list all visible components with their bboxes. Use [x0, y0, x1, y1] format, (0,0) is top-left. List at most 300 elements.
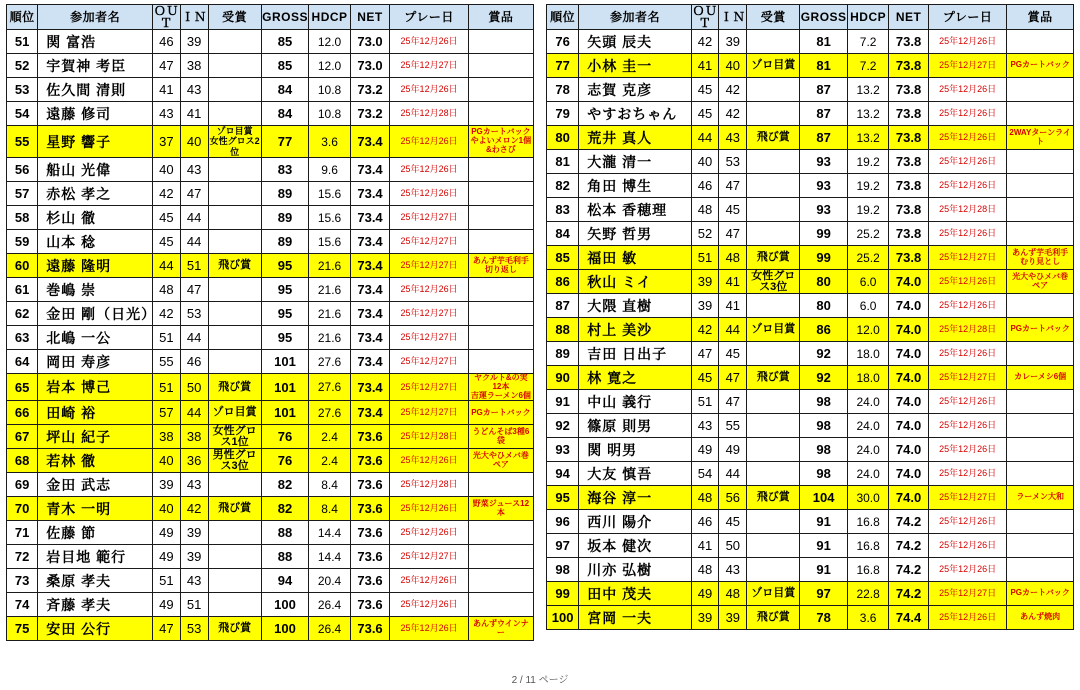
page-footer: 2 / 11 ページ: [511, 675, 569, 686]
cell-gross: 95: [261, 326, 309, 350]
cell-net: 74.0: [889, 486, 929, 510]
cell-hdcp: 3.6: [309, 126, 350, 158]
cell-in: 43: [719, 558, 747, 582]
cell-gross: 81: [800, 30, 848, 54]
header-in: ＩＮ: [180, 5, 208, 30]
cell-name: 坂本 健次: [579, 534, 691, 558]
cell-rank: 70: [7, 497, 38, 521]
cell-date: 25年12月26日: [928, 510, 1006, 534]
cell-hdcp: 16.8: [848, 558, 889, 582]
cell-rank: 59: [7, 230, 38, 254]
cell-out: 48: [691, 198, 719, 222]
cell-in: 38: [180, 54, 208, 78]
cell-gross: 98: [800, 390, 848, 414]
cell-prize: ラーメン大和: [1007, 486, 1074, 510]
table-row: [547, 366, 1074, 390]
table-row: [7, 545, 534, 569]
cell-name: 角田 博生: [579, 174, 691, 198]
cell-rank: 81: [547, 150, 579, 174]
cell-out: 39: [152, 473, 180, 497]
cell-rank: 76: [547, 30, 579, 54]
cell-net: 73.8: [889, 54, 929, 78]
cell-gross: 91: [800, 558, 848, 582]
cell-out: 51: [152, 374, 180, 401]
cell-date: 25年12月26日: [928, 342, 1006, 366]
cell-in: 36: [180, 449, 208, 473]
cell-gross: 87: [800, 126, 848, 150]
cell-hdcp: 8.4: [309, 473, 350, 497]
cell-award: [208, 521, 261, 545]
cell-date: 25年12月27日: [390, 401, 468, 425]
cell-net: 73.8: [889, 246, 929, 270]
cell-net: 73.8: [889, 222, 929, 246]
cell-gross: 89: [261, 182, 309, 206]
cell-prize: 光大やひメバ巻ペア: [1007, 270, 1074, 294]
cell-in: 47: [719, 390, 747, 414]
cell-hdcp: 20.4: [309, 569, 350, 593]
cell-rank: 79: [547, 102, 579, 126]
table-body-right: [547, 30, 1074, 630]
cell-in: 45: [719, 198, 747, 222]
header-out: ＯＵＴ: [153, 4, 179, 30]
cell-award: [208, 102, 261, 126]
cell-name: 矢頭 辰夫: [579, 30, 691, 54]
cell-net: 73.4: [350, 350, 390, 374]
cell-name: 矢野 哲男: [579, 222, 691, 246]
cell-hdcp: 12.0: [848, 318, 889, 342]
cell-out: 54: [691, 462, 719, 486]
cell-out: 45: [152, 206, 180, 230]
cell-prize: [1007, 30, 1074, 54]
cell-in: 49: [719, 438, 747, 462]
cell-name: 遠藤 修司: [38, 102, 153, 126]
table-row: [7, 206, 534, 230]
cell-award: 飛び賞: [747, 126, 800, 150]
cell-hdcp: 26.4: [309, 617, 350, 641]
cell-award: [747, 534, 800, 558]
cell-hdcp: 7.2: [848, 54, 889, 78]
cell-gross: 98: [800, 414, 848, 438]
cell-net: 74.0: [889, 390, 929, 414]
cell-prize: PGカートバック: [1007, 54, 1074, 78]
cell-date: 25年12月27日: [928, 582, 1006, 606]
cell-rank: 54: [7, 102, 38, 126]
cell-prize: [1007, 510, 1074, 534]
cell-out: 40: [152, 158, 180, 182]
cell-award: 飛び賞: [208, 497, 261, 521]
cell-hdcp: 12.0: [309, 54, 350, 78]
cell-award: [208, 326, 261, 350]
cell-prize: ヤクルト&の実12本 吉運ラーメン6個: [468, 374, 533, 401]
cell-award: [208, 182, 261, 206]
cell-name: 大隈 直樹: [579, 294, 691, 318]
cell-rank: 65: [7, 374, 38, 401]
header-hdcp: HDCP: [848, 5, 889, 30]
cell-net: 73.4: [350, 126, 390, 158]
cell-in: 48: [719, 246, 747, 270]
table-row: [7, 54, 534, 78]
cell-award: [208, 230, 261, 254]
cell-prize: [1007, 78, 1074, 102]
cell-rank: 83: [547, 198, 579, 222]
cell-prize: [1007, 390, 1074, 414]
cell-date: 25年12月26日: [390, 78, 468, 102]
cell-date: 25年12月27日: [390, 350, 468, 374]
cell-net: 73.8: [889, 102, 929, 126]
cell-prize: 光大やひメバ巻ペア: [468, 449, 533, 473]
table-row: [547, 78, 1074, 102]
cell-out: 45: [152, 230, 180, 254]
cell-hdcp: 19.2: [848, 150, 889, 174]
cell-net: 73.6: [350, 449, 390, 473]
cell-prize: あんず芋毛利手 切り返し: [468, 254, 533, 278]
cell-out: 48: [152, 278, 180, 302]
cell-prize: [468, 545, 533, 569]
cell-date: 25年12月26日: [390, 569, 468, 593]
cell-date: 25年12月27日: [390, 206, 468, 230]
table-row: [7, 30, 534, 54]
cell-date: 25年12月26日: [390, 158, 468, 182]
cell-prize: [468, 350, 533, 374]
cell-out: 40: [691, 150, 719, 174]
cell-hdcp: 30.0: [848, 486, 889, 510]
cell-rank: 100: [547, 606, 579, 630]
cell-award: ゾロ目賞 女性グロス2位: [209, 126, 260, 157]
cell-hdcp: 25.2: [848, 246, 889, 270]
cell-gross: 85: [261, 30, 309, 54]
cell-hdcp: 14.4: [309, 545, 350, 569]
cell-hdcp: 13.2: [848, 78, 889, 102]
cell-award: [208, 206, 261, 230]
cell-name: 志賀 克彦: [579, 78, 691, 102]
cell-in: 45: [719, 342, 747, 366]
header-net: NET: [350, 5, 390, 30]
cell-name: 松本 香穂理: [579, 198, 691, 222]
cell-name: 安田 公行: [38, 617, 153, 641]
cell-gross: 95: [261, 278, 309, 302]
cell-out: 41: [152, 78, 180, 102]
cell-net: 73.8: [889, 30, 929, 54]
cell-net: 74.0: [889, 318, 929, 342]
cell-award: [208, 473, 261, 497]
cell-rank: 57: [7, 182, 38, 206]
cell-rank: 61: [7, 278, 38, 302]
header-prize: 賞品: [1007, 5, 1074, 30]
cell-rank: 95: [547, 486, 579, 510]
cell-hdcp: 10.8: [309, 102, 350, 126]
cell-prize: [1007, 294, 1074, 318]
cell-gross: 92: [800, 342, 848, 366]
results-table-left: [6, 4, 534, 641]
cell-award: [208, 569, 261, 593]
cell-hdcp: 8.4: [309, 497, 350, 521]
cell-date: 25年12月26日: [390, 182, 468, 206]
cell-rank: 96: [547, 510, 579, 534]
cell-rank: 84: [547, 222, 579, 246]
cell-in: 47: [719, 222, 747, 246]
cell-rank: 73: [7, 569, 38, 593]
cell-date: 25年12月26日: [928, 150, 1006, 174]
cell-rank: 62: [7, 302, 38, 326]
cell-hdcp: 10.8: [309, 78, 350, 102]
cell-out: 46: [152, 30, 180, 54]
table-row: [7, 102, 534, 126]
cell-gross: 82: [261, 473, 309, 497]
header-out: ＯＵＴ: [692, 4, 718, 30]
cell-in: 46: [180, 350, 208, 374]
cell-prize: [468, 593, 533, 617]
cell-date: 25年12月26日: [928, 102, 1006, 126]
cell-out: 44: [691, 126, 719, 150]
cell-award: [747, 414, 800, 438]
cell-in: 50: [180, 374, 208, 401]
cell-out: 45: [691, 78, 719, 102]
cell-hdcp: 16.8: [848, 510, 889, 534]
cell-gross: 84: [261, 102, 309, 126]
cell-hdcp: 21.6: [309, 278, 350, 302]
cell-date: 25年12月27日: [928, 54, 1006, 78]
cell-net: 73.4: [350, 206, 390, 230]
cell-rank: 58: [7, 206, 38, 230]
cell-net: 73.6: [350, 545, 390, 569]
cell-date: 25年12月26日: [928, 270, 1006, 294]
cell-hdcp: 2.4: [309, 449, 350, 473]
cell-date: 25年12月26日: [928, 222, 1006, 246]
cell-hdcp: 19.2: [848, 198, 889, 222]
tables-container: [6, 4, 1074, 641]
table-row: [547, 414, 1074, 438]
header-date: プレー日: [390, 5, 468, 30]
cell-out: 43: [691, 414, 719, 438]
cell-rank: 89: [547, 342, 579, 366]
table-row: [7, 521, 534, 545]
cell-prize: PGカートバック やよいメロン1個&わさび: [468, 126, 533, 158]
cell-award: 女性グロス1位: [208, 425, 261, 449]
cell-hdcp: 13.2: [848, 126, 889, 150]
cell-name: やすおちゃん: [579, 102, 691, 126]
cell-prize: [468, 473, 533, 497]
cell-name: 星野 響子: [38, 126, 153, 158]
cell-in: 38: [180, 425, 208, 449]
table-row: [547, 294, 1074, 318]
cell-prize: [468, 278, 533, 302]
cell-name: 杉山 徹: [38, 206, 153, 230]
cell-net: 74.0: [889, 366, 929, 390]
table-row: [547, 510, 1074, 534]
cell-prize: [468, 521, 533, 545]
cell-out: 42: [152, 182, 180, 206]
cell-in: 39: [180, 545, 208, 569]
cell-name: 大瀧 清一: [579, 150, 691, 174]
cell-rank: 91: [547, 390, 579, 414]
cell-gross: 83: [261, 158, 309, 182]
cell-gross: 92: [800, 366, 848, 390]
cell-net: 74.2: [889, 534, 929, 558]
cell-net: 74.4: [889, 606, 929, 630]
cell-prize: [1007, 438, 1074, 462]
header-award: 受賞: [208, 5, 261, 30]
cell-hdcp: 18.0: [848, 366, 889, 390]
cell-prize: [1007, 150, 1074, 174]
cell-prize: [1007, 414, 1074, 438]
cell-name: 関 明男: [579, 438, 691, 462]
cell-date: 25年12月27日: [390, 54, 468, 78]
cell-gross: 94: [261, 569, 309, 593]
cell-name: 坪山 紀子: [38, 425, 153, 449]
cell-rank: 77: [547, 54, 579, 78]
cell-in: 45: [719, 510, 747, 534]
cell-out: 49: [152, 545, 180, 569]
table-row: [547, 558, 1074, 582]
cell-prize: あんず芋毛利手 むり見とし: [1007, 246, 1074, 270]
cell-out: 47: [691, 342, 719, 366]
cell-prize: [468, 78, 533, 102]
cell-gross: 89: [261, 230, 309, 254]
cell-award: [747, 174, 800, 198]
cell-award: 飛び賞: [747, 246, 800, 270]
cell-prize: うどんそば3種6袋: [468, 425, 533, 449]
cell-out: 47: [152, 617, 180, 641]
cell-hdcp: 21.6: [309, 302, 350, 326]
cell-name: 林 寛之: [579, 366, 691, 390]
cell-net: 74.2: [889, 510, 929, 534]
cell-gross: 80: [800, 294, 848, 318]
cell-name: 北嶋 一公: [38, 326, 153, 350]
cell-in: 42: [719, 78, 747, 102]
cell-date: 25年12月26日: [390, 449, 468, 473]
cell-name: 岩本 博己: [38, 374, 153, 401]
cell-award: [208, 302, 261, 326]
cell-gross: 91: [800, 510, 848, 534]
cell-prize: あんず焼肉: [1007, 606, 1074, 630]
table-row: [547, 54, 1074, 78]
cell-name: 村上 美沙: [579, 318, 691, 342]
cell-date: 25年12月26日: [928, 534, 1006, 558]
cell-rank: 80: [547, 126, 579, 150]
cell-date: 25年12月28日: [928, 198, 1006, 222]
cell-gross: 78: [800, 606, 848, 630]
cell-rank: 72: [7, 545, 38, 569]
cell-out: 42: [152, 302, 180, 326]
cell-hdcp: 2.4: [309, 425, 350, 449]
cell-net: 73.0: [350, 54, 390, 78]
cell-hdcp: 14.4: [309, 521, 350, 545]
cell-in: 47: [719, 174, 747, 198]
cell-net: 73.2: [350, 78, 390, 102]
cell-rank: 78: [547, 78, 579, 102]
header-name: 参加者名: [38, 5, 153, 30]
cell-hdcp: 15.6: [309, 230, 350, 254]
cell-in: 47: [180, 278, 208, 302]
cell-rank: 55: [7, 126, 38, 158]
cell-date: 25年12月27日: [390, 326, 468, 350]
cell-gross: 80: [800, 270, 848, 294]
cell-net: 73.4: [350, 230, 390, 254]
cell-in: 43: [180, 569, 208, 593]
cell-award: ゾロ目賞: [747, 54, 800, 78]
cell-out: 39: [691, 270, 719, 294]
cell-date: 25年12月26日: [928, 78, 1006, 102]
cell-date: 25年12月26日: [928, 438, 1006, 462]
cell-gross: 98: [800, 462, 848, 486]
cell-gross: 95: [261, 302, 309, 326]
cell-name: 中山 義行: [579, 390, 691, 414]
cell-rank: 67: [7, 425, 38, 449]
cell-out: 40: [152, 497, 180, 521]
cell-gross: 97: [800, 582, 848, 606]
table-row: [7, 278, 534, 302]
table-row: [547, 462, 1074, 486]
cell-gross: 76: [261, 449, 309, 473]
table-row: [7, 302, 534, 326]
cell-in: 53: [719, 150, 747, 174]
cell-hdcp: 27.6: [309, 374, 350, 401]
cell-prize: [1007, 558, 1074, 582]
cell-prize: [1007, 342, 1074, 366]
cell-in: 44: [719, 318, 747, 342]
cell-name: 金田 剛（日光）: [38, 302, 153, 326]
cell-award: [747, 558, 800, 582]
cell-net: 74.0: [889, 414, 929, 438]
table-row: [547, 534, 1074, 558]
cell-rank: 86: [547, 270, 579, 294]
cell-in: 47: [180, 182, 208, 206]
table-row: [7, 326, 534, 350]
cell-date: 25年12月26日: [928, 174, 1006, 198]
cell-net: 73.6: [350, 473, 390, 497]
cell-net: 73.4: [350, 278, 390, 302]
table-row: [547, 30, 1074, 54]
cell-award: ゾロ目賞: [747, 582, 800, 606]
header-hdcp: HDCP: [309, 5, 350, 30]
table-row: [547, 582, 1074, 606]
cell-in: 43: [180, 158, 208, 182]
header-gross: GROSS: [261, 5, 309, 30]
cell-prize: [1007, 222, 1074, 246]
table-body-left: [7, 30, 534, 641]
cell-rank: 93: [547, 438, 579, 462]
cell-gross: 84: [261, 78, 309, 102]
cell-net: 73.6: [350, 569, 390, 593]
cell-gross: 85: [261, 54, 309, 78]
cell-prize: [468, 326, 533, 350]
header-gross: GROSS: [800, 5, 848, 30]
cell-award: [747, 198, 800, 222]
cell-rank: 97: [547, 534, 579, 558]
cell-name: 岡田 寿彦: [38, 350, 153, 374]
table-row: [547, 342, 1074, 366]
cell-name: 小林 圭一: [579, 54, 691, 78]
cell-award: 男性グロス3位: [208, 449, 261, 473]
table-row: [547, 438, 1074, 462]
table-row: [547, 198, 1074, 222]
cell-in: 43: [719, 126, 747, 150]
table-row: [547, 126, 1074, 150]
cell-date: 25年12月27日: [928, 486, 1006, 510]
cell-net: 73.2: [350, 102, 390, 126]
cell-rank: 68: [7, 449, 38, 473]
cell-out: 51: [691, 390, 719, 414]
cell-rank: 64: [7, 350, 38, 374]
cell-award: [208, 545, 261, 569]
cell-out: 47: [152, 54, 180, 78]
cell-out: 49: [152, 521, 180, 545]
cell-rank: 60: [7, 254, 38, 278]
cell-name: 金田 武志: [38, 473, 153, 497]
cell-in: 41: [719, 294, 747, 318]
table-row: [547, 150, 1074, 174]
cell-out: 49: [691, 582, 719, 606]
